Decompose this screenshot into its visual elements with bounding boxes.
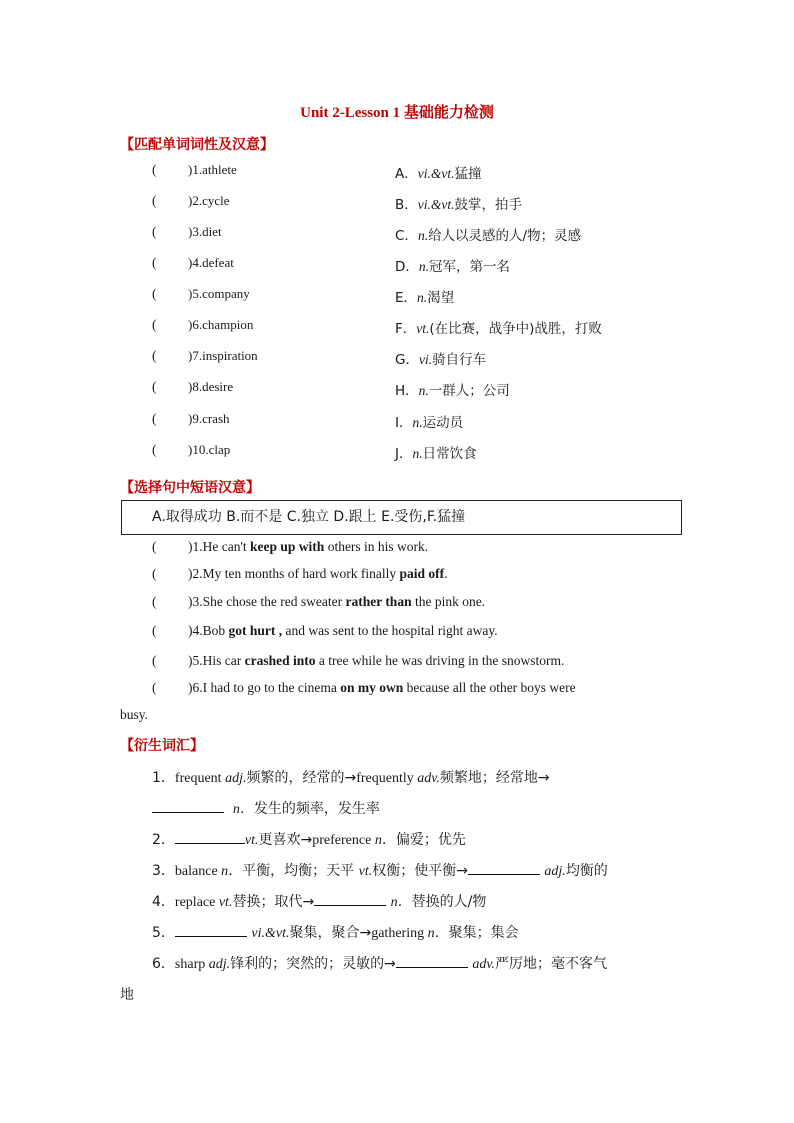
answer-paren[interactable]: ( [152,653,157,668]
part-of-speech: n. [418,259,430,274]
matching-row [0,348,794,368]
option-meaning: (在比赛，战争中)战胜，打败 [429,321,602,337]
answer-blank[interactable] [175,829,245,844]
answer-blank[interactable] [314,891,386,906]
option-letter: I． [395,415,413,431]
word-item: )3.diet [188,224,222,239]
derivative-line-1b: n．发生的频率，发生率 [152,798,380,818]
key-phrase: on my own [340,680,404,695]
option-letter: G． [395,352,419,368]
answer-paren[interactable]: ( [152,623,157,638]
section-heading-matching: 【匹配单词词性及汉意】 [120,137,274,153]
option-letter: B． [395,197,418,213]
part-of-speech: n. [412,446,423,461]
answer-paren[interactable]: ( [152,255,157,270]
key-phrase: got hurt , [228,623,283,638]
page-title: Unit 2-Lesson 1 基础能力检测 [300,105,494,121]
meaning-option [395,442,477,462]
sentence-row [0,653,794,675]
part-of-speech: n. [412,415,423,430]
sentence-text: )5.His car crashed into a tree while he was driving in the snowstorm. [188,653,565,668]
answer-paren[interactable]: ( [152,442,157,457]
sentence-text: )2.My ten months of hard work finally paid off. [188,566,448,581]
part-of-speech: vi.&vt. [417,166,455,181]
key-phrase: paid off [399,566,445,581]
section-heading-derivatives: 【衍生词汇】 [120,738,204,754]
answer-paren[interactable]: ( [152,348,157,363]
derivative-line-6b: 地 [120,987,134,1003]
answer-paren[interactable]: ( [152,594,157,609]
meaning-option [395,286,454,306]
word-item: )5.company [188,286,250,301]
matching-row [0,193,794,213]
derivative-line-1: 1．frequent adj.频繁的，经常的→frequently adv.频繁地；经常地→ [152,770,550,786]
option-meaning: 鼓掌，拍手 [454,197,523,213]
option-letter: E． [395,290,418,306]
matching-row [0,286,794,306]
matching-row [0,317,794,337]
meaning-option [395,255,510,275]
word-item: )9.crash [188,411,230,426]
option-letter: F． [395,321,417,337]
part-of-speech: vi.&vt. [417,197,455,212]
matching-row [0,442,794,462]
option-letter: J． [395,446,413,462]
option-meaning: 冠军，第一名 [429,259,511,275]
answer-paren[interactable]: ( [152,566,157,581]
word-item: )6.champion [188,317,254,332]
answer-blank[interactable] [175,922,247,937]
word-item: )2.cycle [188,193,230,208]
sentence-row [0,594,794,616]
option-meaning: 日常饮食 [422,446,477,462]
key-phrase: keep up with [250,539,325,554]
answer-paren[interactable]: ( [152,411,157,426]
matching-row [0,255,794,275]
word-item: )10.clap [188,442,231,457]
answer-paren[interactable]: ( [152,162,157,177]
option-meaning: 给人以灵感的人/物；灵感 [428,228,582,244]
meaning-option [395,317,602,337]
word-item: )8.desire [188,379,234,394]
answer-blank[interactable] [396,953,468,968]
answer-paren[interactable]: ( [152,680,157,695]
option-meaning: 骑自行车 [432,352,487,368]
meaning-option [395,193,522,213]
derivative-line-4: 4．replace vt.替换；取代→ n．替换的人/物 [152,891,486,911]
sentence-row [0,623,794,645]
part-of-speech: vi. [418,352,433,367]
derivative-line-6: 6．sharp adj.锋利的；突然的；灵敏的→ adv.严厉地；毫不客气 [152,953,607,973]
answer-paren[interactable]: ( [152,286,157,301]
answer-blank[interactable] [152,798,224,813]
matching-row [0,379,794,399]
option-letter: C． [395,228,418,244]
option-letter: A． [395,166,418,182]
derivative-line-3: 3．balance n．平衡，均衡；天平 vt.权衡；使平衡→ adj.均衡的 [152,860,608,880]
derivative-line-2: 2． vt.更喜欢→preference n．偏爱；优先 [152,829,466,849]
sentence-text: )1.He can't keep up with others in his work. [188,539,429,554]
derivative-line-5: 5． vi.&vt.聚集，聚合→gathering n．聚集；集会 [152,922,519,942]
meaning-option [395,224,581,244]
sentence-text: )3.She chose the red sweater rather than the pink one. [188,594,486,609]
answer-paren[interactable]: ( [152,317,157,332]
answer-paren[interactable]: ( [152,379,157,394]
sentence-text: )6.I had to go to the cinema on my own because all the other boys were [188,680,576,695]
word-item: )1.athlete [188,162,237,177]
option-meaning: 渴望 [427,290,455,306]
matching-row [0,224,794,244]
option-letter: D． [395,259,419,275]
answer-paren[interactable]: ( [152,224,157,239]
sentence-row [0,566,794,588]
part-of-speech: n. [417,290,428,305]
matching-row [0,162,794,182]
answer-paren[interactable]: ( [152,539,157,554]
sentence-row [0,539,794,561]
meaning-option [395,162,482,182]
word-item: )7.inspiration [188,348,258,363]
answer-blank[interactable] [468,860,540,875]
matching-row [0,411,794,431]
option-meaning: 运动员 [422,415,464,431]
option-meaning: 猛撞 [454,166,482,182]
word-item: )4.defeat [188,255,234,270]
sentence-row [0,680,794,702]
part-of-speech: n. [418,383,429,398]
section-heading-phrases: 【选择句中短语汉意】 [120,480,260,496]
part-of-speech: vt. [416,321,430,336]
key-phrase: rather than [345,594,412,609]
sentence-text: )4.Bob got hurt , and was sent to the hospital right away. [188,623,498,638]
sentence-continuation: busy. [120,707,149,722]
meaning-option [395,348,486,368]
phrase-options: A.取得成功 B.而不是 C.独立 D.跟上 E.受伤,F.猛撞 [152,509,466,525]
option-letter: H． [395,383,419,399]
option-meaning: 一群人；公司 [428,383,510,399]
meaning-option [395,411,463,431]
part-of-speech: n. [417,228,429,243]
phrase-options-box [121,500,682,535]
key-phrase: crashed into [244,653,316,668]
meaning-option [395,379,510,399]
answer-paren[interactable]: ( [152,193,157,208]
